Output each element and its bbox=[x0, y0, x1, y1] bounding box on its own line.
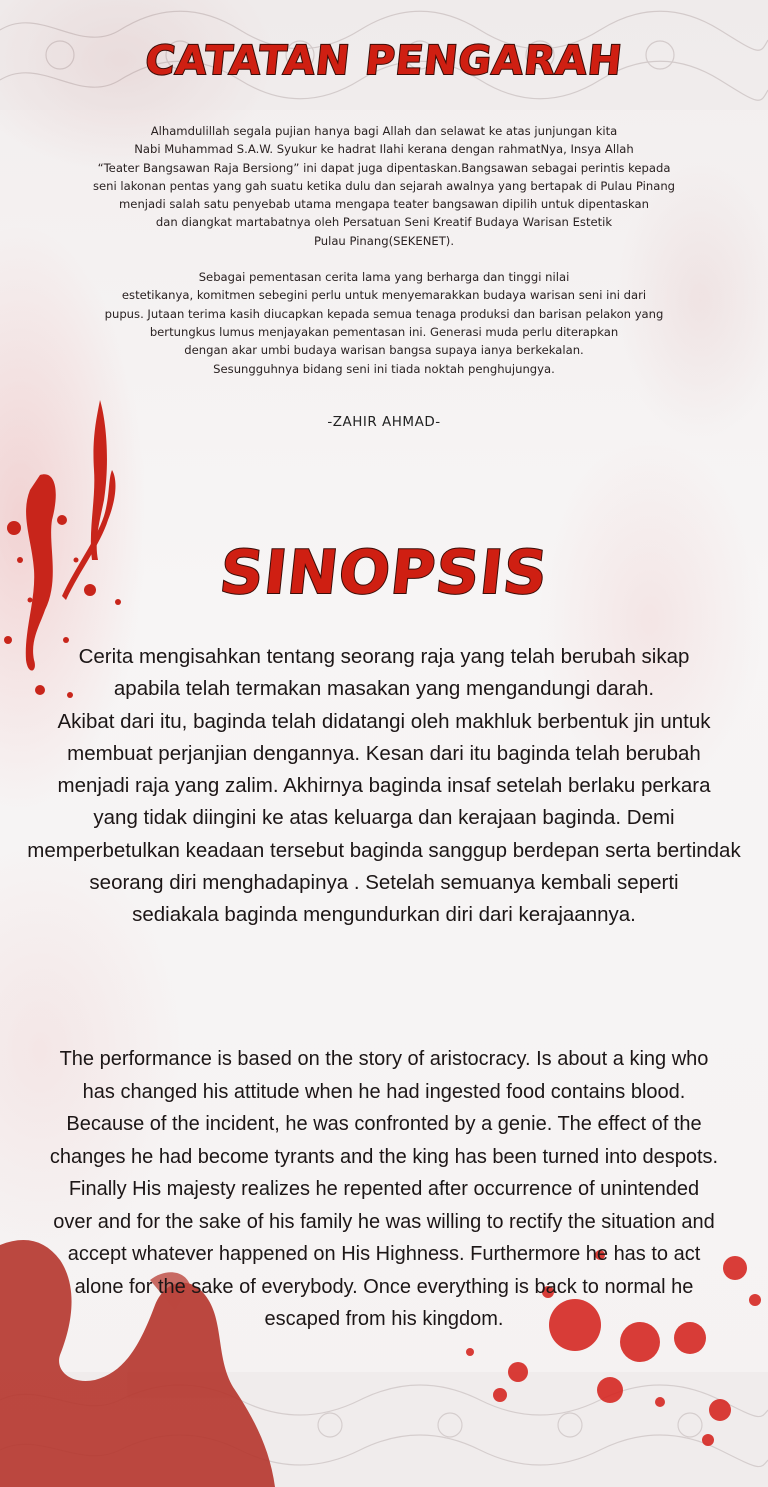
note-line: pupus. Jutaan terima kasih diucapkan kepada semua tenaga produksi dan barisan pelakon yang bbox=[104, 306, 664, 321]
synopsis-english bbox=[0, 1043, 768, 1336]
synopsis-line: accept whatever happened on His Highness. Furthermore he has to act bbox=[67, 1243, 701, 1265]
note-line: Pulau Pinang(SEKENET). bbox=[313, 233, 455, 248]
note-line: Sesungguhnya bidang seni ini tiada noktah penghujungya. bbox=[213, 361, 555, 376]
director-note bbox=[0, 122, 768, 378]
synopsis-line: The performance is based on the story of aristocracy. Is about a king who bbox=[59, 1048, 709, 1070]
synopsis-line: seorang diri menghadapinya . Setelah semuanya kembali seperti bbox=[89, 871, 679, 895]
synopsis-line: menjadi raja yang zalim. Akhirnya baginda insaf setelah berlaku perkara bbox=[57, 774, 711, 798]
synopsis-line: over and for the sake of his family he was willing to rectify the situation and bbox=[53, 1210, 715, 1233]
note-line: Sebagai pementasan cerita lama yang berharga dan tinggi nilai bbox=[198, 270, 570, 285]
synopsis-line: yang tidak diingini ke atas keluarga dan kerajaan baginda. Demi bbox=[93, 806, 675, 830]
synopsis-line: Cerita mengisahkan tentang seorang raja yang telah berubah sikap bbox=[78, 645, 690, 668]
synopsis-line: membuat perjanjian dengannya. Kesan dari itu baginda telah berubah bbox=[67, 741, 701, 765]
synopsis-line: changes he had become tyrants and the king has been turned into despots. bbox=[49, 1145, 719, 1168]
synopsis-line: escaped from his kingdom. bbox=[264, 1308, 504, 1330]
note-line: estetikanya, komitmen sebegini perlu untuk menyemarakkan budaya warisan seni ini dari bbox=[121, 288, 647, 303]
synopsis-line: Akibat dari itu, baginda telah didatangi oleh makhluk berbentuk jin untuk bbox=[57, 709, 711, 733]
note-line: dengan akar umbi budaya warisan bangsa supaya ianya berkekalan. bbox=[184, 343, 584, 358]
note-line: bertungkus lumus menjayakan pementasan ini. Generasi muda perlu diterapkan bbox=[149, 324, 619, 339]
note-line: “Teater Bangsawan Raja Bersiong” ini dapat juga dipentaskan.Bangsawan sebagai perintis kepada bbox=[97, 160, 671, 175]
note-line: Alhamdulillah segala pujian hanya bagi Allah dan selawat ke atas junjungan kita bbox=[150, 124, 618, 138]
synopsis-line: apabila telah termakan masakan yang mengandungi darah. bbox=[113, 677, 655, 701]
synopsis-line: alone for the sake of everybody. Once everything is back to normal he bbox=[74, 1275, 694, 1298]
synopsis-line: has changed his attitude when he had ingested food contains blood. bbox=[82, 1080, 686, 1103]
synopsis-line: Finally His majesty realizes he repented after occurrence of unintended bbox=[68, 1178, 700, 1200]
sinopsis-title: SINOPSIS bbox=[216, 538, 552, 608]
note-line: seni lakonan pentas yang gah suatu ketika dulu dan sejarah awalnya yang bertapak di Pulau Pinang bbox=[92, 178, 676, 193]
synopsis-line: Because of the incident, he was confronted by a genie. The effect of the bbox=[66, 1113, 702, 1135]
note-line: dan diangkat martabatnya oleh Persatuan Seni Kreatif Budaya Warisan Estetik bbox=[155, 215, 613, 230]
paragraph-gap bbox=[0, 250, 768, 268]
director-signature: -ZAHIR AHMAD- bbox=[327, 414, 441, 430]
note-line: menjadi salah satu penyebab utama mengapa teater bangsawan dipilih untuk dipentaskan bbox=[119, 197, 649, 212]
synopsis-malay bbox=[0, 641, 768, 932]
catatan-pengarah-title: CATATAN PENGARAH bbox=[143, 38, 625, 84]
synopsis-line: sediakala baginda mengundurkan diri dari kerajaannya. bbox=[132, 903, 636, 927]
note-line: Nabi Muhammad S.A.W. Syukur ke hadrat Ilahi kerana dengan rahmatNya, Insya Allah bbox=[134, 142, 634, 157]
synopsis-line: memperbetulkan keadaan tersebut baginda sanggup berdepan serta bertindak bbox=[27, 838, 741, 862]
